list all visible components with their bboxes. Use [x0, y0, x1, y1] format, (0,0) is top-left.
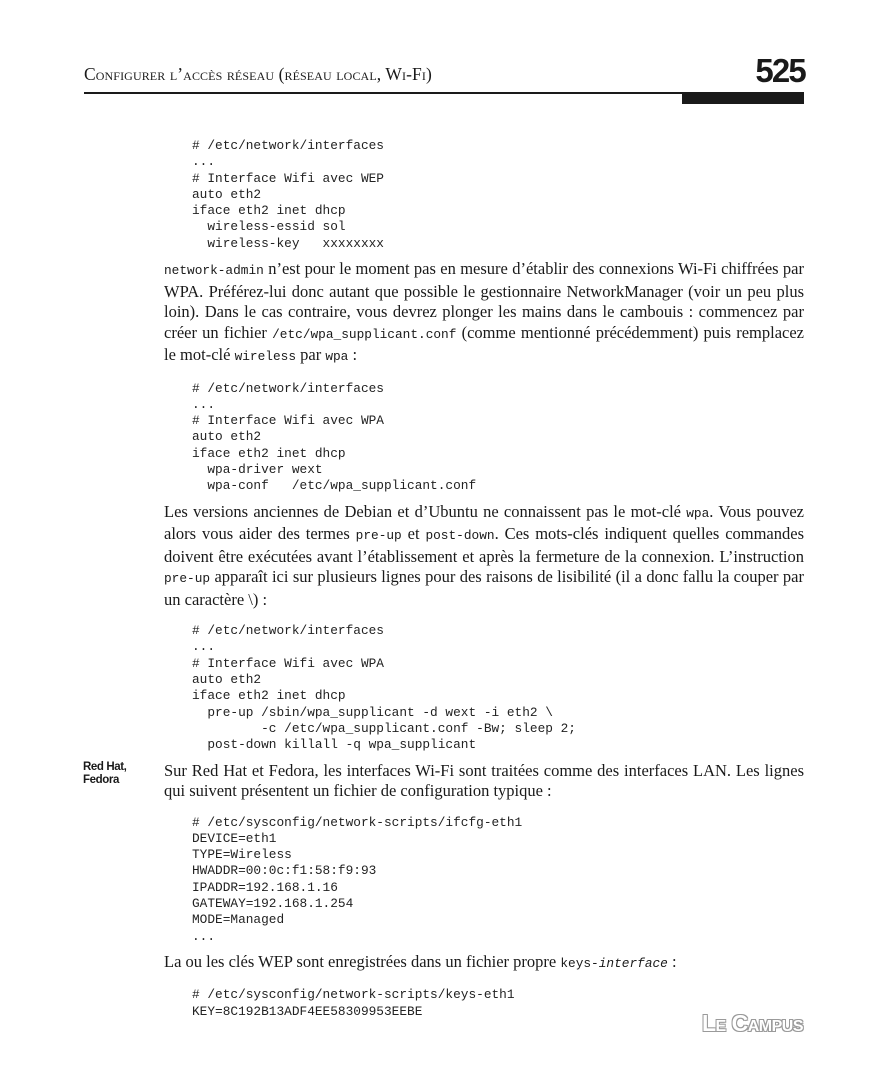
- inline-code: wireless: [234, 349, 296, 365]
- page-number: 525: [755, 52, 805, 89]
- inline-code: keys-: [560, 955, 599, 971]
- paragraph-redhat: Sur Red Hat et Fedora, les interfaces Wi-Fi sont traitées comme des interfaces LAN. Les lignes qui suivent présentent un fichier de configuration typique :: [164, 760, 804, 801]
- code-block-pre-up: # /etc/network/interfaces ... # Interface Wifi avec WPA auto eth2 iface eth2 inet dhcp pre-up /sbin/wpa_supplicant -d wext -i eth2 \ -c /etc/wpa_supplicant.conf -Bw; sleep 2; post-down killall -q wpa_supplicant: [192, 623, 576, 753]
- text-run: et: [401, 524, 426, 544]
- code-block-wpa: # /etc/network/interfaces ... # Interface Wifi avec WPA auto eth2 iface eth2 inet dhcp wpa-driver wext wpa-conf /etc/wpa_supplicant.conf: [192, 380, 477, 494]
- margin-note-line: Red Hat,: [83, 760, 127, 773]
- inline-code: wpa: [686, 505, 710, 521]
- inline-code: wpa: [325, 349, 349, 365]
- text-run: n’est pour le moment pas en mesure d’établir des connexions Wi-Fi chiffrées par WPA. Préférez-lui donc autant que possible le gestionnaire NetworkManager (voir un peu plus loin). Dans le cas contraire, vous devrez plonger les mains dans le cambouis : commencez par créer un fichier: [164, 259, 804, 342]
- inline-code: post-down: [425, 528, 495, 544]
- text-run: :: [667, 951, 677, 971]
- inline-code: pre-up: [164, 571, 211, 587]
- margin-note-line: Fedora: [83, 773, 119, 786]
- paragraph-old-versions: [164, 502, 804, 611]
- text-run: . Vous pouvez alors vous aider des termes: [164, 501, 805, 544]
- page-body: [83, 138, 805, 1027]
- code-block-ifcfg: # /etc/sysconfig/network-scripts/ifcfg-eth1 DEVICE=eth1 TYPE=Wireless HWADDR=00:0c:f1:58:f9:93 IPADDR=192.168.1.16 GATEWAY=192.168.1.254 MODE=Managed ...: [192, 814, 523, 944]
- text-run: . Ces mots-clés indiquent quelles commandes doivent être exécutées avant l’établissement et après la fermeture de la connexion. L’instruction: [164, 524, 804, 566]
- text-run: :: [348, 345, 358, 365]
- text-run: (comme mentionné précédemment) puis remplacez le mot-clé: [164, 322, 805, 365]
- text-run: par: [296, 345, 326, 365]
- paragraph-wpa-intro: [164, 259, 804, 368]
- inline-code: network-admin: [164, 263, 264, 279]
- header-rule-block: [682, 94, 804, 104]
- text-run: Les versions anciennes de Debian et d’Ubuntu ne connaissent pas le mot-clé: [164, 501, 687, 521]
- text-run: apparaît ici sur plusieurs lignes pour des raisons de lisibilité (il a donc fallu la couper par un caractère \) :: [164, 567, 804, 609]
- paragraph-wep-keys: [164, 952, 804, 975]
- redhat-section: [83, 760, 804, 802]
- running-header: Configurer l’accès réseau (réseau local, Wi-Fi): [84, 64, 432, 84]
- inline-code: pre-up: [355, 528, 402, 544]
- code-block-keys: # /etc/sysconfig/network-scripts/keys-eth1 KEY=8C192B13ADF4EE58309953EEBE: [192, 987, 515, 1019]
- margin-note: [83, 761, 126, 787]
- publisher-logo: Le Campus: [701, 1010, 803, 1036]
- inline-code: /etc/wpa_supplicant.conf: [272, 326, 457, 342]
- inline-code-italic: interface: [598, 955, 668, 971]
- text-run: La ou les clés WEP sont enregistrées dans un fichier propre: [164, 951, 561, 971]
- code-block-wep: # /etc/network/interfaces ... # Interface Wifi avec WEP auto eth2 iface eth2 inet dhcp wireless-essid sol wireless-key xxxxxxxx: [192, 138, 384, 251]
